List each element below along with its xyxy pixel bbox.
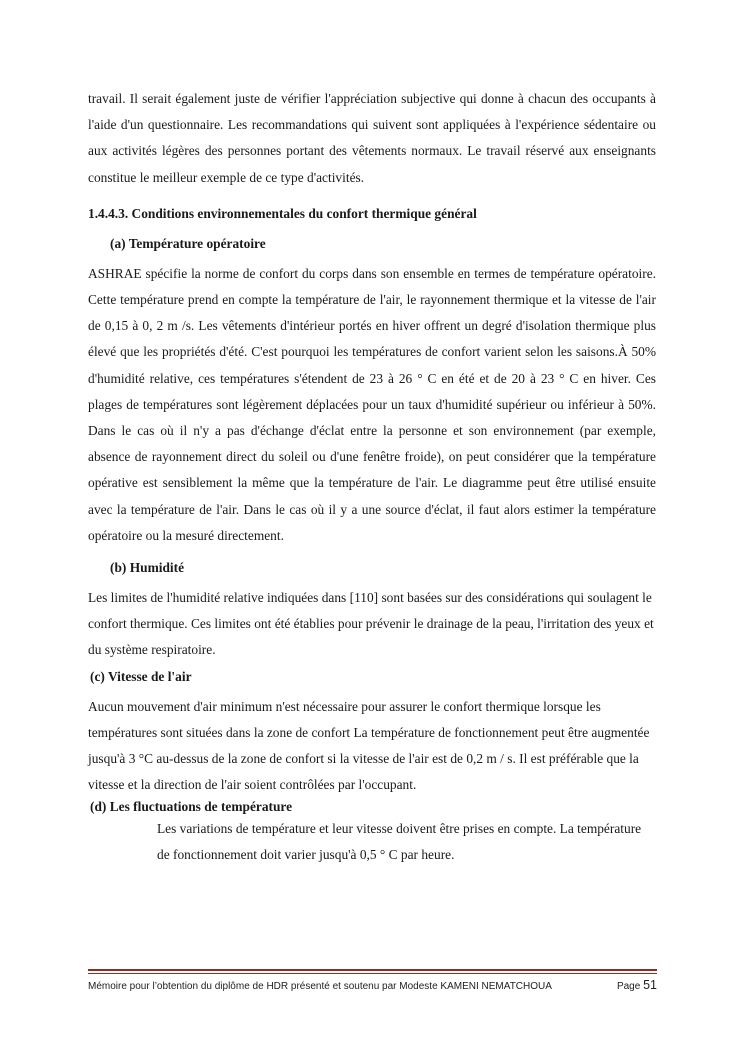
footer-rule-thin	[88, 973, 657, 974]
subsection-heading-air-velocity: (c) Vitesse de l'air	[90, 668, 192, 684]
footer-text: Mémoire pour l’obtention du diplôme de HDR présenté et soutenu par Modeste KAMENI NEMATCHOUA	[88, 981, 552, 992]
section-heading: 1.4.4.3. Conditions environnementales du confort thermique général	[88, 205, 477, 221]
subsection-body-operative-temperature: ASHRAE spécifie la norme de confort du corps dans son ensemble en termes de température opératoire. Cette température prend en compte la température de l'air, le rayonnement thermique et la vitesse de l'air de 0,15 à 0, 2 m /s. Les vêtements d'intérieur portés en hiver offrent un degré d'isolation thermique plus élevé que les propriétés d'été. C'est pourquoi les températures de confort varient selon les saisons.À 50% d'humidité relative, ces températures s'étendent de 23 à 26 ° C en été et de 20 à 23 ° C en hiver. Ces plages de températures sont légèrement déplacées pour un taux d'humidité supérieur ou inférieur à 50%. Dans le cas où il n'y a pas d'échange d'éclat entre la personne et son environnement (par exemple, absence de rayonnement direct du soleil ou d'une fenêtre froide), on peut considérer que la température opérative est sensiblement la même que la température de l'air. Le diagramme peut être utilisé ensuite avec la température de l'air. Dans le cas où il y a une source d'éclat, il faut alors estimer la température opératoire ou la mesuré directement.	[88, 265, 656, 543]
subsection-heading-operative-temperature: (a) Température opératoire	[110, 235, 266, 251]
page-label: Page	[616, 981, 641, 992]
document-page	[88, 86, 656, 868]
subsection-body-air-velocity: Aucun mouvement d'air minimum n'est nécessaire pour assurer le confort thermique lorsque les températures sont situées dans la zone de confort La température de fonctionnement peut être augmentée jusqu'à 3 °C au-dessus de la zone de confort si la vitesse de l'air est de 0,2 m / s. Il est préférable que la vitesse et la direction de l'air soient contrôlées par l'occupant.	[88, 698, 650, 793]
subsection-body-humidity: Les limites de l'humidité relative indiquées dans [110] sont basées sur des considérations qui soulagent le confort thermique. Ces limites ont été établies pour prévenir le drainage de la peau, l'irritation des yeux et du système respiratoire.	[88, 590, 654, 658]
subsection-body-temperature-fluctuations: Les variations de température et leur vitesse doivent être prises en compte. La température de fonctionnement doit varier jusqu'à 0,5 ° C par heure.	[157, 821, 642, 863]
page-number-block	[617, 978, 657, 992]
intro-paragraph: travail. Il serait également juste de vérifier l'appréciation subjective qui donne à chacun des occupants à l'aide d'un questionnaire. Les recommandations qui suivent sont appliquées à l'expérience sédentaire ou aux activités légères des personnes portant des vêtements normaux. Le travail réservé aux enseignants constitue le meilleur exemple de ce type d'activités.	[88, 91, 656, 185]
subsection-heading-humidity: (b) Humidité	[110, 560, 185, 576]
page-number: 51	[643, 978, 657, 992]
subsection-heading-temperature-fluctuations: (d) Les fluctuations de température	[90, 799, 293, 815]
page-footer	[88, 978, 657, 992]
footer-rule-thick	[88, 969, 657, 971]
